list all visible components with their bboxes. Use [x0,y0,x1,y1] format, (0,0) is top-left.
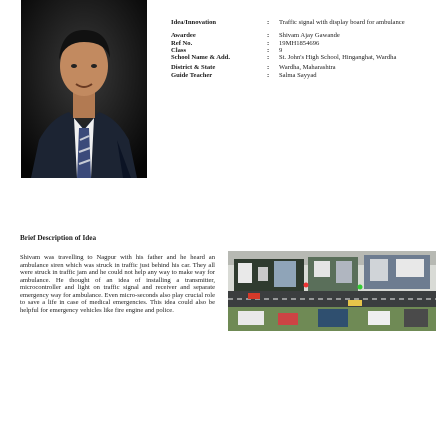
info-label: Class [171,46,187,54]
info-value: Wardha, Maharashtra [279,64,336,72]
info-label: Ref No. [171,39,193,47]
info-value: 19MH1854696 [279,39,320,47]
info-row-guide [171,72,436,79]
info-value: 9 [279,46,283,54]
info-label: Idea/Innovation [171,19,217,26]
info-value: St. John's High School, Hinganghat, Wardha [279,54,397,62]
info-separator: : [267,46,270,54]
info-label: District & State [171,64,216,72]
description-title: Brief Description of Idea [20,234,97,242]
info-row-class [171,47,436,54]
info-label: School Name & Add. [171,54,230,62]
info-row-awardee [171,32,436,39]
info-separator: : [267,39,270,47]
info-label: Guide Teacher [171,71,213,79]
info-row-district [171,64,436,71]
description-text: Shivam was travelling to Nagpur with his father and he heard an ambulance siren which was struck in traffic just behind his car. They all were struck in traffic jam and he could not help any way to make way for ambulance. He thought of an idea of installing a transmitter, microcontroller and light on traffic signal and receiver and separate emergency way for ambulance. Even micro-seconds also play crucial role to save a life in case of medical emergencies. This idea could also be helpful for emergency vehicles like fire engine and police. [20,254,215,314]
student-photo [21,0,147,178]
info-separator: : [267,54,270,62]
info-row-ref [171,40,436,47]
info-label: Awardee [171,32,196,40]
info-row-idea [171,19,436,26]
info-separator: : [267,32,270,40]
info-row-school [171,54,436,61]
awardee-info [171,19,436,79]
info-separator: : [267,19,270,26]
project-model-photo [228,251,436,331]
info-value: Shivam Ajay Gawande [279,32,340,40]
info-separator: : [267,64,270,72]
info-value: Salma Sayyad [279,71,317,79]
info-value: Traffic signal with display board for ambulance [279,19,405,26]
info-separator: : [267,71,270,79]
